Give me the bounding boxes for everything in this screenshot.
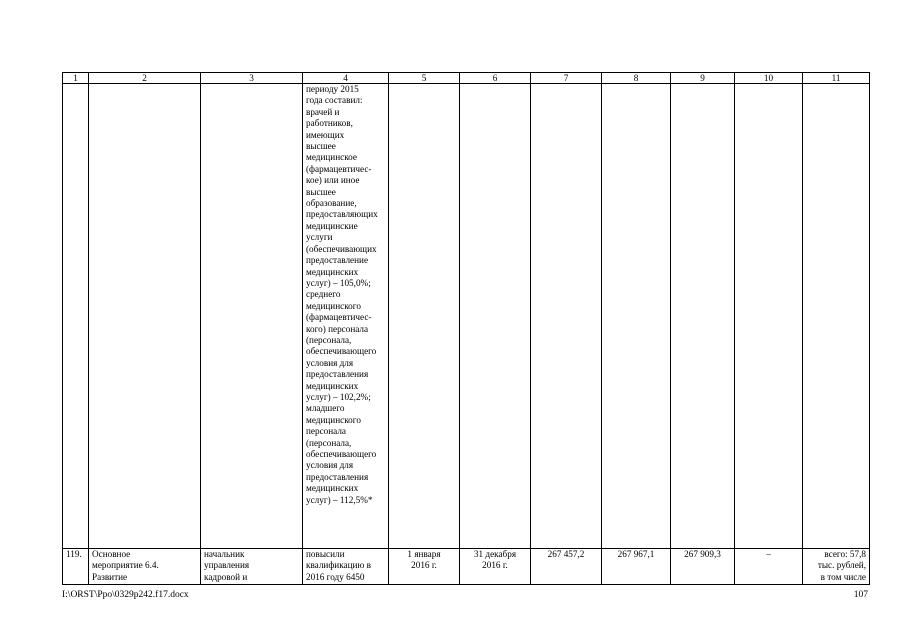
column-number-cell: 2 xyxy=(89,73,201,84)
indicator-text-line: кого) персонала xyxy=(306,323,369,334)
responsible-line: начальник xyxy=(204,549,245,559)
indicator-text-line: услуг) – 102,2%; xyxy=(306,391,371,402)
indicator-text-line: медицинского xyxy=(306,414,361,425)
program-table xyxy=(62,72,870,585)
indicator-text-cell xyxy=(303,84,389,549)
table-cell xyxy=(602,84,671,549)
amount-cell-col7: 267 457,2 xyxy=(531,549,602,585)
table-cell xyxy=(63,84,89,549)
amount-cell-col9: 267 909,3 xyxy=(671,549,735,585)
indicator-text-line: (персонала, xyxy=(306,334,352,345)
page-number: 107 xyxy=(853,590,868,600)
indicator-text-line: услуг) – 105,0%; xyxy=(306,277,371,288)
table-cell xyxy=(531,84,602,549)
indicator-text-line: высшее xyxy=(306,186,336,197)
table-row-119 xyxy=(63,549,870,585)
indicator-text-line: услуги xyxy=(306,232,333,243)
table-row-continuation xyxy=(63,84,870,549)
column-number-cell: 9 xyxy=(671,73,735,84)
indicator-text-line: обеспечивающего xyxy=(306,449,377,459)
indicator-text-line: кое) или иное xyxy=(306,175,360,186)
table-cell xyxy=(89,84,201,549)
column-number-cell: 7 xyxy=(531,73,602,84)
funding-line: в том числе xyxy=(820,571,866,582)
indicator-text-line: предоставляющих xyxy=(306,209,378,220)
column-number-cell: 1 xyxy=(63,73,89,84)
indicator-text-line: медицинское xyxy=(306,152,357,163)
amount-cell-col8: 267 967,1 xyxy=(602,549,671,585)
column-number-cell: 3 xyxy=(201,73,303,84)
column-number-cell: 8 xyxy=(602,73,671,84)
indicator-text-line: медицинских xyxy=(306,380,359,391)
indicator-text-line: медицинские xyxy=(306,220,358,231)
indicator-text-line: медицинских xyxy=(306,266,359,277)
indicator-text-line: условия для xyxy=(306,357,354,368)
table-cell xyxy=(671,84,735,549)
indicator-text-line: (фармацевтичес- xyxy=(306,163,372,174)
row-number-cell: 119. xyxy=(63,549,89,585)
indicator-text-line: медицинских xyxy=(306,483,359,494)
column-number-cell: 5 xyxy=(389,73,460,84)
funding-line: тыс. рублей, xyxy=(817,560,866,571)
result-cell xyxy=(303,549,389,585)
start-date-line: 1 января xyxy=(407,549,441,559)
indicator-text-line: года составил: xyxy=(306,95,363,106)
table-cell xyxy=(735,84,803,549)
indicator-text-line: (персонала, xyxy=(306,437,352,448)
indicator-text-line: условия для xyxy=(306,460,354,471)
column-number-row xyxy=(63,73,870,84)
result-line: 2016 году 6450 xyxy=(306,571,365,582)
table-cell xyxy=(201,84,303,549)
indicator-text-line: младшего xyxy=(306,403,345,414)
column-number-cell: 4 xyxy=(303,73,389,84)
indicator-text-line: предоставления xyxy=(306,369,369,380)
amount-cell-col10: – xyxy=(735,549,803,585)
file-path-footer: I:\ORST\Ppo\0329p242.f17.docx xyxy=(62,590,189,600)
responsible-line: кадровой и xyxy=(204,571,248,582)
indicator-text-line: персонала xyxy=(306,426,346,437)
funding-cell xyxy=(803,549,870,585)
column-number-cell: 11 xyxy=(803,73,870,84)
indicator-text-line: имеющих xyxy=(306,129,345,140)
column-number-cell: 10 xyxy=(735,73,803,84)
indicator-text-line: врачей и xyxy=(306,106,340,117)
activity-name-line: Основное xyxy=(92,549,131,559)
indicator-text-line: (фармацевтичес- xyxy=(306,312,372,323)
indicator-text-line: предоставления xyxy=(306,471,369,482)
result-line: повысили xyxy=(306,549,345,559)
activity-name-line: Развитие xyxy=(92,571,128,582)
indicator-text-line: высшее xyxy=(306,141,336,152)
table-cell xyxy=(803,84,870,549)
indicator-text-line: услуг) – 112,5%* xyxy=(306,494,373,505)
activity-name-cell xyxy=(89,549,201,585)
end-date-cell xyxy=(460,549,531,585)
indicator-text-line: периоду 2015 xyxy=(306,84,359,94)
end-date-line: 2016 г. xyxy=(482,560,508,571)
indicator-text-line: предоставление xyxy=(306,255,369,266)
indicator-text-line: работников, xyxy=(306,118,353,129)
end-date-line: 31 декабря xyxy=(473,549,517,559)
funding-line: всего: 57,8 xyxy=(824,549,866,559)
indicator-text-line: среднего xyxy=(306,289,341,300)
activity-name-line: мероприятие 6.4. xyxy=(92,560,159,571)
indicator-text-line: (обеспечивающих xyxy=(306,243,377,254)
responsible-cell xyxy=(201,549,303,585)
table-cell xyxy=(460,84,531,549)
result-line: квалификацию в xyxy=(306,560,371,571)
indicator-text-line: медицинского xyxy=(306,300,361,311)
responsible-line: управления xyxy=(204,560,250,571)
indicator-text-line: образование, xyxy=(306,198,357,209)
start-date-cell xyxy=(389,549,460,585)
column-number-cell: 6 xyxy=(460,73,531,84)
start-date-line: 2016 г. xyxy=(411,560,437,571)
indicator-text-line: обеспечивающего xyxy=(306,346,377,357)
table-cell xyxy=(389,84,460,549)
